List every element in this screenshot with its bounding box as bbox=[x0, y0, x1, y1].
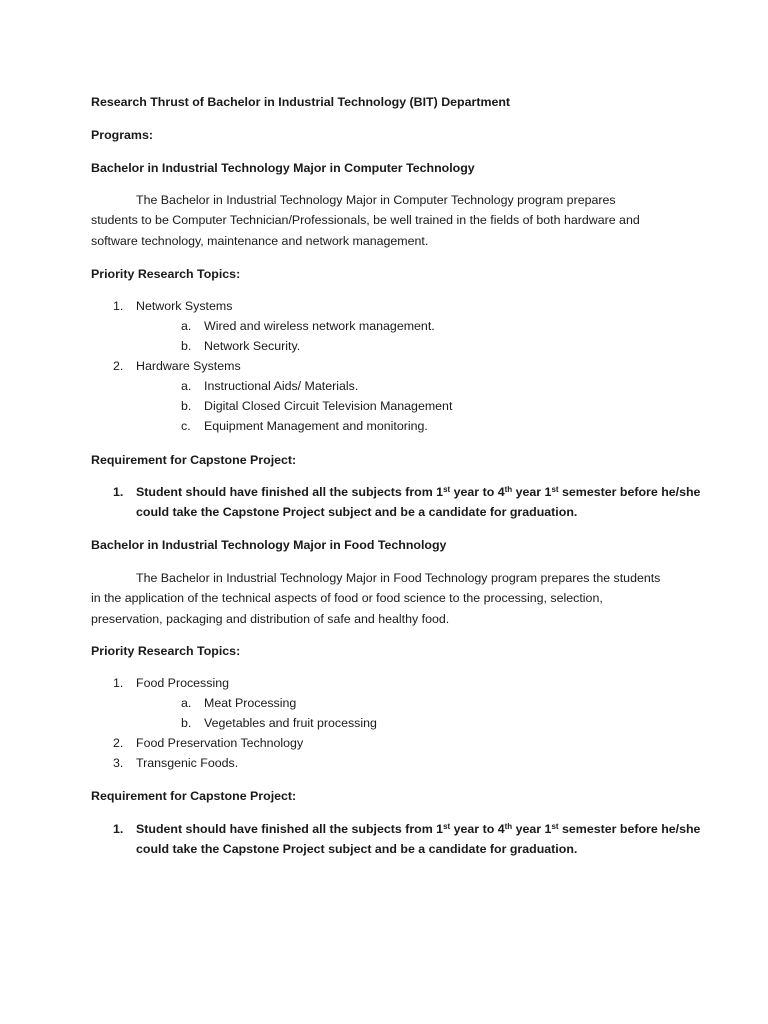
list-item-continuation: could take the Capstone Project subject and be a candidate for graduation. bbox=[136, 505, 578, 519]
computer-priority-label: Priority Research Topics: bbox=[91, 267, 241, 281]
food-topics-list bbox=[0, 673, 768, 773]
list-item-continuation: could take the Capstone Project subject and be a candidate for graduation. bbox=[136, 842, 578, 856]
computer-desc-line: software technology, maintenance and network management. bbox=[91, 233, 429, 248]
sub-list-item: b. Network Security. bbox=[181, 339, 301, 353]
capstone-line: Student should have finished all the subjects from 1st year to 4th year 1st semester before he/she bbox=[136, 822, 701, 836]
list-item: 1. Student should have finished all the subjects from 1st year to 4th year 1st semester before he/she bbox=[0, 819, 768, 839]
list-item: 1. Student should have finished all the subjects from 1st year to 4th year 1st semester before he/she bbox=[0, 482, 768, 502]
capstone-line: Student should have finished all the subjects from 1st year to 4th year 1st semester before he/she bbox=[136, 485, 701, 499]
document-title: Research Thrust of Bachelor in Industrial Technology (BIT) Department bbox=[91, 95, 511, 109]
sub-list-item: a. Meat Processing bbox=[181, 696, 297, 710]
computer-capstone-list bbox=[0, 482, 768, 522]
list-item: 3. Transgenic Foods. bbox=[113, 756, 239, 770]
food-desc-line: preservation, packaging and distribution of safe and healthy food. bbox=[91, 611, 450, 626]
programs-label: Programs: bbox=[91, 128, 153, 142]
list-item: 2. Food Preservation Technology bbox=[113, 736, 304, 750]
list-item: 1. Network Systems bbox=[113, 299, 233, 313]
computer-heading: Bachelor in Industrial Technology Major in Computer Technology bbox=[91, 161, 475, 175]
food-desc-line: The Bachelor in Industrial Technology Major in Food Technology program prepares the students bbox=[136, 571, 661, 585]
sub-list-item: a. Wired and wireless network management. bbox=[181, 319, 435, 333]
computer-desc-line: students to be Computer Technician/Professionals, be well trained in the fields of both hardware and bbox=[91, 213, 640, 228]
food-heading: Bachelor in Industrial Technology Major in Food Technology bbox=[91, 538, 447, 552]
computer-desc-line: The Bachelor in Industrial Technology Major in Computer Technology program prepares bbox=[136, 193, 616, 207]
food-capstone-list bbox=[0, 819, 768, 859]
sub-list-item: a. Instructional Aids/ Materials. bbox=[181, 379, 359, 393]
food-description bbox=[91, 568, 681, 629]
list-item: 1. Food Processing bbox=[113, 676, 229, 690]
computer-capstone-label: Requirement for Capstone Project: bbox=[91, 453, 297, 467]
sub-list-item: c. Equipment Management and monitoring. bbox=[181, 419, 428, 433]
food-priority-label: Priority Research Topics: bbox=[91, 644, 241, 658]
list-item: 2. Hardware Systems bbox=[113, 359, 241, 373]
sub-list-item: b. Digital Closed Circuit Television Management bbox=[181, 399, 453, 413]
sub-list-item: b. Vegetables and fruit processing bbox=[181, 716, 377, 730]
computer-description bbox=[91, 190, 681, 251]
food-capstone-label: Requirement for Capstone Project: bbox=[91, 789, 297, 803]
computer-topics-list bbox=[0, 296, 768, 436]
food-desc-line: in the application of the technical aspects of food or food science to the processing, selection, bbox=[91, 591, 603, 606]
